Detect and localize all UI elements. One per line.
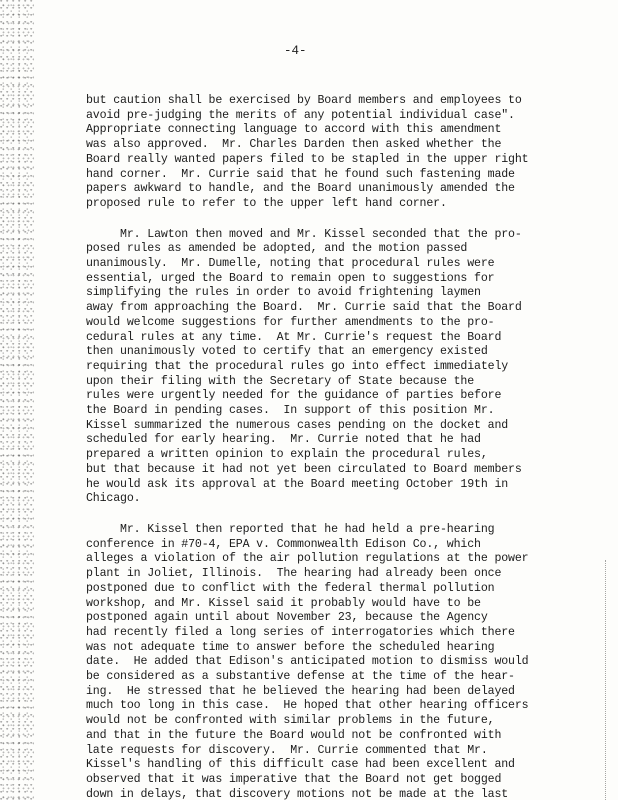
text-line: postponed again until about November 23, because the Agency xyxy=(86,611,488,625)
text-line: away from approaching the Board. Mr. Currie said that the Board xyxy=(86,301,522,315)
text-line: date. He added that Edison's anticipated motion to dismiss would xyxy=(86,655,529,669)
text-line: posed rules as amended be adopted, and the motion passed xyxy=(86,242,468,256)
text-line: but that because it had not yet been circulated to Board members xyxy=(86,462,522,476)
text-line: conference in #70-4, EPA v. Commonwealth Edison Co., which xyxy=(86,537,481,551)
text-line: simplifying the rules in order to avoid frightening laymen xyxy=(86,286,481,300)
text-line: would welcome suggestions for further amendments to the pro- xyxy=(86,315,495,329)
text-line: was also approved. Mr. Charles Darden then asked whether the xyxy=(86,138,502,152)
text-line: late requests for discovery. Mr. Currie commented that Mr. xyxy=(86,743,488,757)
text-line: scheduled for early hearing. Mr. Currie noted that he had xyxy=(86,433,481,447)
text-line: observed that it was imperative that the Board not get bogged xyxy=(86,772,502,786)
text-line: plant in Joliet, Illinois. The hearing had already been once xyxy=(86,567,502,581)
text-line: down in delays, that discovery motions not be made at the last xyxy=(86,787,509,800)
text-line: he would ask its approval at the Board meeting October 19th in xyxy=(86,477,509,491)
text-line: would not be confronted with similar problems in the future, xyxy=(86,714,495,728)
text-line: postponed due to conflict with the federal thermal pollution xyxy=(86,581,495,595)
text-line: papers awkward to handle, and the Board unanimously amended the xyxy=(86,182,515,196)
scan-edge-right xyxy=(605,560,618,800)
text-line: Kissel's handling of this difficult case had been excellent and xyxy=(86,758,515,772)
text-line: Board really wanted papers filed to be stapled in the upper right xyxy=(86,152,529,166)
text-line: requiring that the procedural rules go into effect immediately xyxy=(86,359,509,373)
text-line: was not adequate time to answer before the scheduled hearing xyxy=(86,640,495,654)
text-line: rules were urgently needed for the guidance of parties before xyxy=(86,389,502,403)
text-line: be considered as a substantive defense at the time of the hear- xyxy=(86,670,515,684)
paragraph-2 xyxy=(86,228,566,507)
text-line: had recently filed a long series of interrogatories which there xyxy=(86,625,515,639)
text-line: much too long in this case. He hoped that other hearing officers xyxy=(86,699,529,713)
text-line: alleges a violation of the air pollution regulations at the power xyxy=(86,552,529,566)
text-line: hand corner. Mr. Currie said that he found such fastening made xyxy=(86,167,515,181)
text-line: upon their filing with the Secretary of State because the xyxy=(86,374,475,388)
text-line: and that in the future the Board would not be confronted with xyxy=(86,728,502,742)
text-line: workshop, and Mr. Kissel said it probably would have to be xyxy=(86,596,481,610)
text-line: cedural rules at any time. At Mr. Currie's request the Board xyxy=(86,330,502,344)
text-line: avoid pre-judging the merits of any potential individual case". xyxy=(86,108,515,122)
document-body xyxy=(86,94,566,800)
text-line: proposed rule to refer to the upper left hand corner. xyxy=(86,196,447,210)
text-line: but caution shall be exercised by Board members and employees to xyxy=(86,94,522,107)
text-line: Appropriate connecting language to accord with this amendment xyxy=(86,123,502,137)
page-number: -4- xyxy=(284,44,307,58)
text-line: Mr. Lawton then moved and Mr. Kissel seconded that the pro- xyxy=(86,227,522,241)
text-line: the Board in pending cases. In support of this position Mr. xyxy=(86,404,495,418)
text-line: essential, urged the Board to remain open to suggestions for xyxy=(86,271,495,285)
scan-edge-left xyxy=(0,0,34,800)
text-line: Chicago. xyxy=(86,492,141,506)
text-line: prepared a written opinion to explain the procedural rules, xyxy=(86,448,488,462)
paragraph-1 xyxy=(86,94,566,212)
paragraph-3 xyxy=(86,523,566,800)
text-line: Mr. Kissel then reported that he had held a pre-hearing xyxy=(86,522,495,536)
text-line: ing. He stressed that he believed the hearing had been delayed xyxy=(86,684,515,698)
text-line: then unanimously voted to certify that an emergency existed xyxy=(86,345,488,359)
text-line: unanimously. Mr. Dumelle, noting that procedural rules were xyxy=(86,257,495,271)
text-line: Kissel summarized the numerous cases pending on the docket and xyxy=(86,418,509,432)
